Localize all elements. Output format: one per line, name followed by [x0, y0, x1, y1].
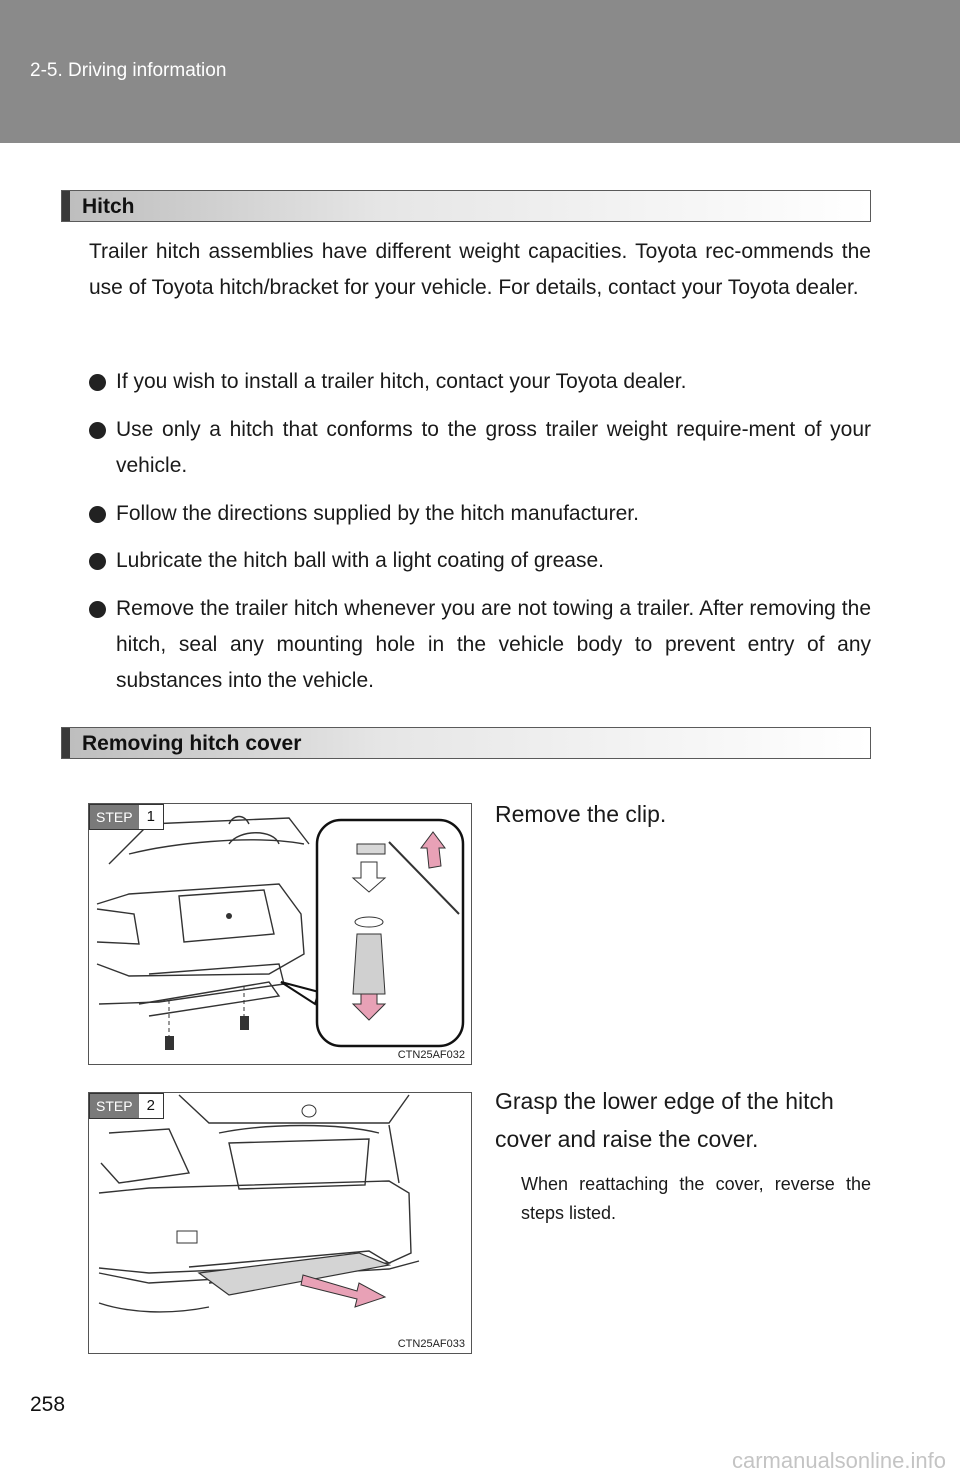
bullet-text: Lubricate the hitch ball with a light coating of grease.	[116, 549, 604, 572]
bullet-item	[89, 412, 871, 484]
section-title: Removing hitch cover	[82, 732, 302, 755]
section-title: Hitch	[82, 195, 135, 218]
step-label: STEP	[90, 1094, 139, 1118]
step-1-instruction: Remove the clip.	[495, 801, 667, 827]
bullet-text: Follow the directions supplied by the hitch manufacturer.	[116, 502, 639, 525]
step-number: 2	[146, 1097, 155, 1114]
heading-bar	[62, 191, 70, 221]
bullet-dot-icon	[89, 422, 106, 439]
bullet-item	[89, 543, 871, 579]
bullet-item	[89, 496, 871, 532]
figure-code: CTN25AF033	[397, 1338, 465, 1350]
rear-bumper-clip-illustration	[89, 804, 472, 1065]
step-1-figure	[88, 803, 472, 1065]
bullet-dot-icon	[89, 553, 106, 570]
step-label: STEP	[90, 805, 139, 829]
step-badge	[89, 804, 164, 830]
watermark: carmanualsonline.info	[731, 1448, 946, 1473]
bullet-text: Use only a hitch that conforms to the gross trailer weight require-ment of your vehicle.	[116, 418, 871, 477]
figure-code: CTN25AF032	[397, 1049, 465, 1061]
hitch-cover-removal-illustration	[89, 1093, 472, 1354]
bullet-dot-icon	[89, 374, 106, 391]
step-number: 1	[146, 808, 155, 825]
bullet-dot-icon	[89, 601, 106, 618]
step-2-instruction: Grasp the lower edge of the hitch cover and raise the cover.	[495, 1088, 834, 1152]
bullet-text: Remove the trailer hitch whenever you are not towing a trailer. After removing the hitch, seal any mounting hole in the vehicle body to prevent entry of any substances into the vehicle.	[116, 597, 871, 692]
breadcrumb: 2-5. Driving information	[30, 60, 227, 81]
heading-bar	[62, 728, 70, 758]
section-heading-hitch	[61, 190, 871, 222]
hitch-intro-paragraph: Trailer hitch assemblies have different weight capacities. Toyota rec-ommends the use of Toyota hitch/bracket for your vehicle. For details, contact your Toyota dealer.	[89, 240, 871, 299]
page-number: 258	[30, 1393, 66, 1416]
bullet-item	[89, 591, 871, 699]
section-heading-removing-hitch-cover	[61, 727, 871, 759]
step-badge	[89, 1093, 164, 1119]
bullet-dot-icon	[89, 506, 106, 523]
step-2-figure	[88, 1092, 472, 1354]
step-2-note: When reattaching the cover, reverse the steps listed.	[521, 1174, 871, 1223]
bullet-item	[89, 364, 871, 400]
bullet-text: If you wish to install a trailer hitch, contact your Toyota dealer.	[116, 370, 687, 393]
